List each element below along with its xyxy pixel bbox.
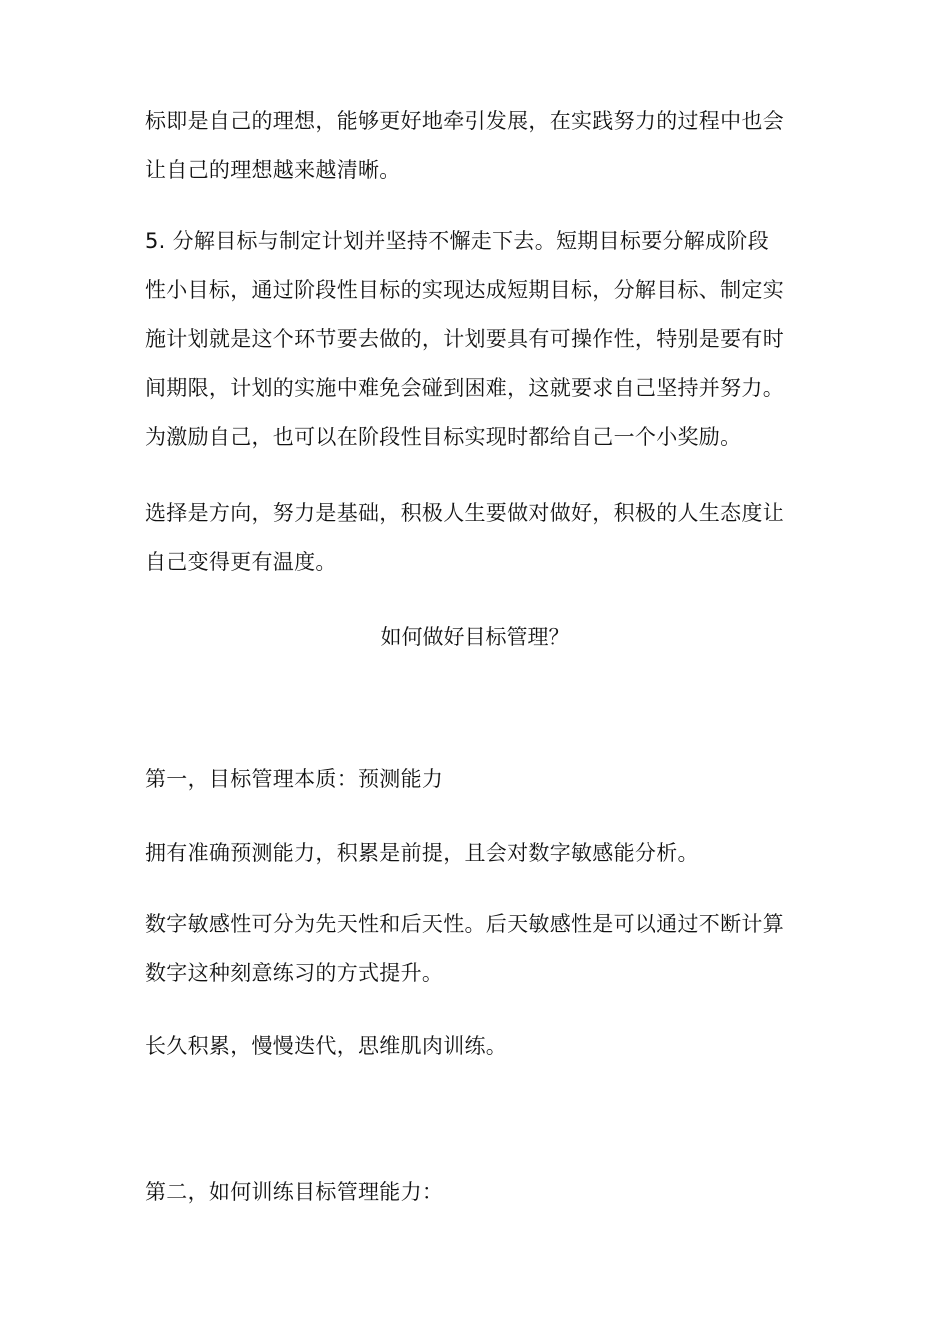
text-line: 长久积累，慢慢迭代，思维肌肉训练。 — [145, 1034, 508, 1058]
text-line: 选择是方向，努力是基础，积极人生要做对做好，积极的人生态度让 — [145, 501, 784, 525]
section-one-heading — [145, 755, 825, 804]
section-two-heading — [145, 1168, 825, 1217]
text-line: 第一，目标管理本质：预测能力 — [145, 767, 444, 791]
text-line: 数字这种刻意练习的方式提升。 — [145, 961, 444, 985]
section-title: 如何做好目标管理？ — [380, 625, 570, 649]
text-line: 性小目标，通过阶段性目标的实现达成短期目标，分解目标、制定实 — [145, 278, 784, 302]
text-line: 数字敏感性可分为先天性和后天性。后天敏感性是可以通过不断计算 — [145, 912, 784, 936]
text-line: 5. 分解目标与制定计划并坚持不懈走下去。短期目标要分解成阶段 — [145, 229, 770, 253]
choice-paragraph — [145, 489, 825, 587]
text-line: 标即是自己的理想，能够更好地牵引发展，在实践努力的过程中也会 — [145, 109, 784, 133]
text-line: 施计划就是这个环节要去做的，计划要具有可操作性，特别是要有时 — [145, 327, 784, 351]
ideal-paragraph — [145, 97, 825, 195]
section-one-paragraph-1 — [145, 829, 825, 878]
section-one-paragraph-2 — [145, 900, 825, 998]
text-line: 第二，如何训练目标管理能力： — [145, 1180, 444, 1204]
text-line: 间期限，计划的实施中难免会碰到困难，这就要求自己坚持并努力。 — [145, 376, 784, 400]
text-line: 自己变得更有温度。 — [145, 550, 337, 574]
text-line: 拥有准确预测能力，积累是前提，且会对数字敏感能分析。 — [145, 841, 699, 865]
point-5-paragraph — [145, 217, 825, 462]
section-one-paragraph-3 — [145, 1022, 825, 1071]
text-line: 让自己的理想越来越清晰。 — [145, 158, 401, 182]
text-line: 为激励自己，也可以在阶段性目标实现时都给自己一个小奖励。 — [145, 425, 742, 449]
